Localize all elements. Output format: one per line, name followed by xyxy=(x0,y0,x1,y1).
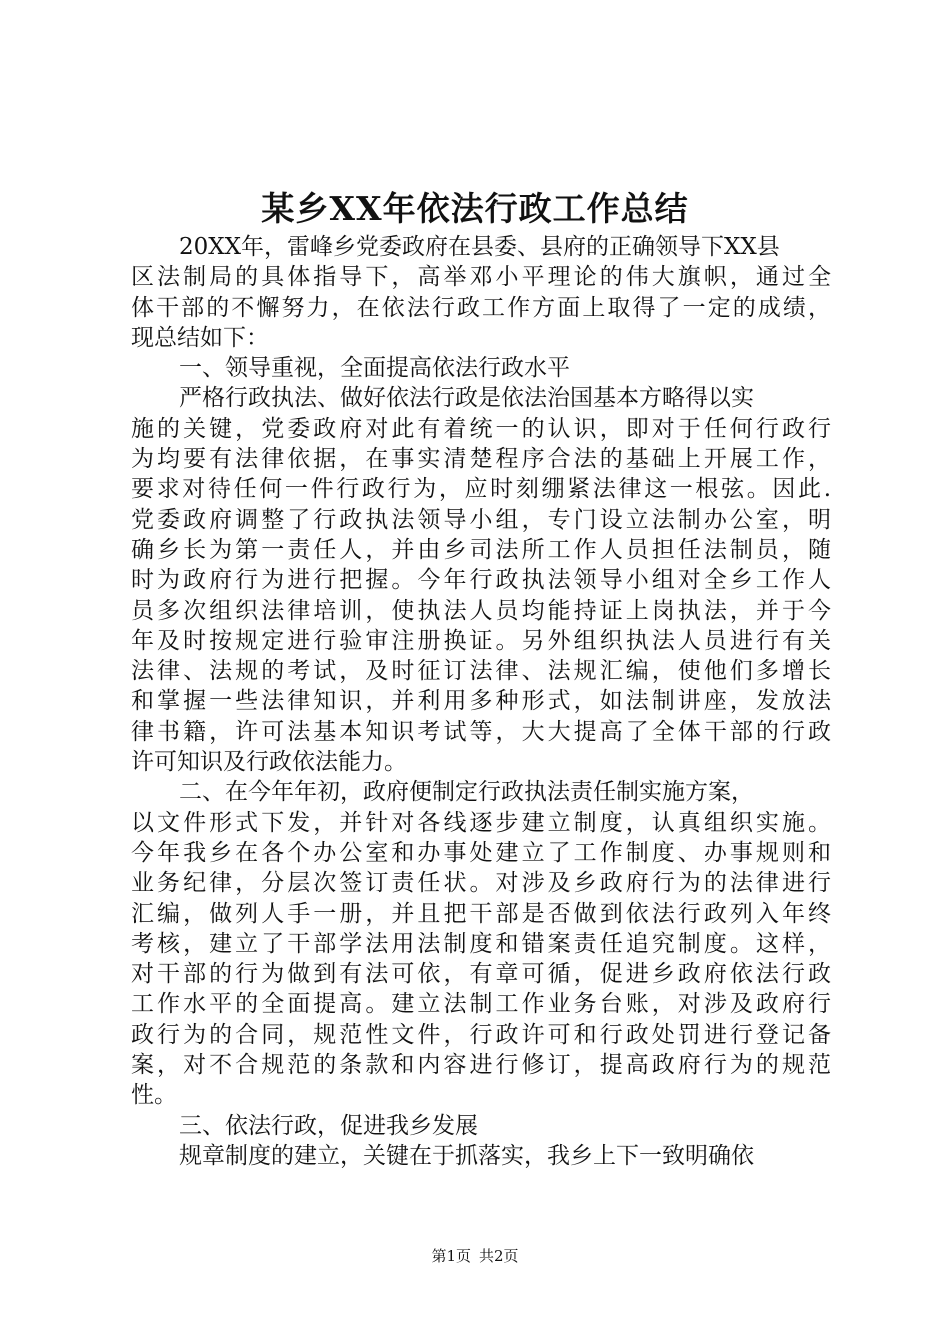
section-heading: 一、领导重视，全面提高依法行政水平 xyxy=(179,355,570,382)
text-line: 案，对不合规范的条款和内容进行修订，提高政府行为的规范 xyxy=(131,1052,831,1079)
document-title: 某乡XX年依法行政工作总结 xyxy=(261,189,689,228)
text-line: 今年我乡在各个办公室和办事处建立了工作制度、办事规则和 xyxy=(131,839,831,866)
text-line: 律书籍，许可法基本知识考试等，大大提高了全体干部的行政 xyxy=(131,718,831,745)
text-line: 员多次组织法律培训，使执法人员均能持证上岗执法，并于今 xyxy=(131,597,831,624)
text-line: 党委政府调整了行政执法领导小组，专门设立法制办公室，明 xyxy=(131,506,831,533)
text-line: 现总结如下： xyxy=(131,324,269,351)
text-line: 规章制度的建立，关键在于抓落实，我乡上下一致明确依 xyxy=(179,1142,754,1169)
section-heading: 二、在今年年初，政府便制定行政执法责任制实施方案， xyxy=(179,779,754,806)
text-line: 业务纪律，分层次签订责任状。对涉及乡政府行为的法律进行 xyxy=(131,870,831,897)
text-line: 为均要有法律依据，在事实清楚程序合法的基础上开展工作， xyxy=(131,446,831,473)
text-line: 确乡长为第一责任人，并由乡司法所工作人员担任法制员，随 xyxy=(131,536,831,563)
text-line: 区法制局的具体指导下，高举邓小平理论的伟大旗帜，通过全 xyxy=(131,264,831,291)
text-line: 年及时按规定进行验审注册换证。另外组织执法人员进行有关 xyxy=(131,627,831,654)
text-line: 政行为的合同，规范性文件，行政许可和行政处罚进行登记备 xyxy=(131,1021,831,1048)
page-number-current: 第1页 xyxy=(431,1247,471,1265)
page-footer xyxy=(0,1244,950,1268)
text-line: 要求对待任何一件行政行为，应时刻绷紧法律这一根弦。因此. xyxy=(131,476,831,503)
section-heading: 三、依法行政，促进我乡发展 xyxy=(179,1112,478,1139)
text-line: 时为政府行为进行把握。今年行政执法领导小组对全乡工作人 xyxy=(131,567,831,594)
text-line: 以文件形式下发，并针对各线逐步建立制度，认真组织实施。 xyxy=(131,809,831,836)
text-line: 施的关键，党委政府对此有着统一的认识，即对于任何行政行 xyxy=(131,415,831,442)
text-line: 严格行政执法、做好依法行政是依法治国基本方略得以实 xyxy=(179,385,754,412)
text-line: 对干部的行为做到有法可依，有章可循，促进乡政府依法行政 xyxy=(131,961,831,988)
text-line: 20XX年，雷峰乡党委政府在县委、县府的正确领导下XX县 xyxy=(179,234,780,260)
text-line: 考核，建立了干部学法用法制度和错案责任追究制度。这样， xyxy=(131,930,831,957)
document-body xyxy=(131,232,831,1171)
text-line: 许可知识及行政依法能力。 xyxy=(131,749,407,776)
text-line: 和掌握一些法律知识，并利用多种形式，如法制讲座，发放法 xyxy=(131,688,831,715)
text-line: 体干部的不懈努力，在依法行政工作方面上取得了一定的成绩， xyxy=(131,294,831,321)
text-line: 汇编，做列人手一册，并且把干部是否做到依法行政列入年终 xyxy=(131,900,831,927)
text-line: 工作水平的全面提高。建立法制工作业务台账，对涉及政府行 xyxy=(131,991,831,1018)
text-line: 性。 xyxy=(131,1082,177,1109)
page-number-total: 共2页 xyxy=(479,1247,519,1265)
text-line: 法律、法规的考试，及时征订法律、法规汇编，使他们多增长 xyxy=(131,658,831,685)
